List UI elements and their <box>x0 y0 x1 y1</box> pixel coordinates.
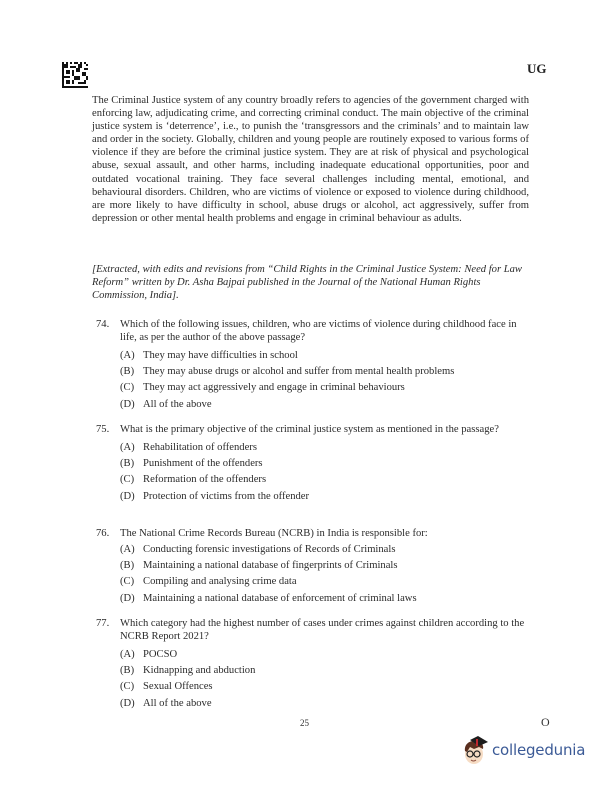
option-text: Punishment of the offenders <box>143 457 263 469</box>
option-text: They may act aggressively and engage in criminal behaviours <box>143 382 405 394</box>
option-d[interactable] <box>120 396 530 412</box>
option-c[interactable] <box>120 380 530 396</box>
option-label: (D) <box>120 398 135 410</box>
option-label: (A) <box>120 349 135 361</box>
question-77 <box>96 617 530 711</box>
question-76 <box>96 527 530 606</box>
brand-name: collegedunia <box>492 741 586 759</box>
option-text: All of the above <box>143 697 212 709</box>
option-label: (A) <box>120 441 135 453</box>
option-label: (C) <box>120 382 135 394</box>
option-text: Conducting forensic investigations of Records of Criminals <box>143 543 396 555</box>
option-c[interactable] <box>120 574 530 590</box>
collegedunia-watermark <box>462 734 585 766</box>
option-text: Rehabilitation of offenders <box>143 441 257 453</box>
option-label: (A) <box>120 543 135 555</box>
option-text: Maintaining a national database of fingerprints of Criminals <box>143 559 398 571</box>
option-a[interactable] <box>120 439 530 455</box>
option-list <box>120 646 530 711</box>
page-number: 25 <box>300 718 309 728</box>
datamatrix-barcode-icon <box>62 62 88 88</box>
option-a[interactable] <box>120 646 530 662</box>
question-text: The National Crime Records Bureau (NCRB) in India is responsible for: <box>120 528 428 539</box>
option-text: Protection of victims from the offender <box>143 490 310 502</box>
option-d[interactable] <box>120 488 530 504</box>
option-c[interactable] <box>120 472 530 488</box>
option-text: Sexual Offences <box>143 681 213 693</box>
option-d[interactable] <box>120 590 530 606</box>
question-75 <box>96 423 530 504</box>
question-number: 75. <box>96 424 110 435</box>
option-a[interactable] <box>120 347 530 363</box>
question-number: 76. <box>96 528 110 539</box>
question-number: 74. <box>96 319 110 330</box>
student-mascot-icon <box>462 734 490 766</box>
exam-code: UG <box>527 61 547 76</box>
option-label: (B) <box>120 457 135 469</box>
option-a[interactable] <box>120 541 530 557</box>
option-text: POCSO <box>143 648 178 660</box>
option-label: (A) <box>120 648 135 660</box>
option-label: (C) <box>120 681 135 693</box>
option-b[interactable] <box>120 557 530 573</box>
option-c[interactable] <box>120 679 530 695</box>
option-text: Reformation of the offenders <box>143 474 267 486</box>
question-74 <box>96 318 530 412</box>
option-text: They may abuse drugs or alcohol and suffer from mental health problems <box>143 365 455 377</box>
option-b[interactable] <box>120 363 530 379</box>
option-label: (D) <box>120 592 135 604</box>
option-text: Kidnapping and abduction <box>143 664 256 676</box>
option-text: Compiling and analysing crime data <box>143 576 297 588</box>
question-number: 77. <box>96 618 110 629</box>
option-b[interactable] <box>120 662 530 678</box>
reading-passage: The Criminal Justice system of any country broadly refers to agencies of the government charged with enforcing law, adjudicating crime, and correcting criminal conduct. The main objective of the criminal justice system is ‘deterrence’, i.e., to punish the ‘transgressors and the criminals’ and to maintain law and order in the society. Globally, children and young people are routinely exposed to various forms of violence if they are before the criminal justice system. They are at risk of physical and psychological abuse, sexual assault, and other harms, including inadequate educational opportunities, poor and outdated vocational training. They face several challenges including mental, emotional, and behavioural disorders. Children, who are victims of violence or exposed to violence during childhood, are more likely to have difficulty in school, abuse drugs or alcohol, act aggressively, suffer from depression or other mental health problems and engage in criminal behaviour as adults. <box>92 95 529 224</box>
option-label: (B) <box>120 664 135 676</box>
option-d[interactable] <box>120 695 530 711</box>
question-text: What is the primary objective of the criminal justice system as mentioned in the passage? <box>120 424 499 435</box>
option-label: (C) <box>120 576 135 588</box>
option-label: (B) <box>120 559 135 571</box>
option-label: (D) <box>120 697 135 709</box>
option-list <box>120 439 530 504</box>
option-text: All of the above <box>143 398 212 410</box>
passage-citation: [Extracted, with edits and revisions from “Child Rights in the Criminal Justice System: Need for Law Reform” written by Dr. Asha Bajpai published in the Journal of the National Human Rights Commission, India]. <box>92 264 523 302</box>
question-text: Which of the following issues, children, who are victims of violence during childhood face in life, as per the author of the above passage? <box>120 319 517 343</box>
option-label: (B) <box>120 365 135 377</box>
option-list <box>120 347 530 412</box>
option-list <box>120 541 530 606</box>
question-text: Which category had the highest number of cases under crimes against children according to the NCRB Report 2021? <box>120 618 525 642</box>
option-text: They may have difficulties in school <box>143 349 298 361</box>
option-text: Maintaining a national database of enforcement of criminal laws <box>143 592 417 604</box>
set-code: O <box>541 715 550 729</box>
option-b[interactable] <box>120 455 530 471</box>
option-label: (C) <box>120 474 135 486</box>
option-label: (D) <box>120 490 135 502</box>
